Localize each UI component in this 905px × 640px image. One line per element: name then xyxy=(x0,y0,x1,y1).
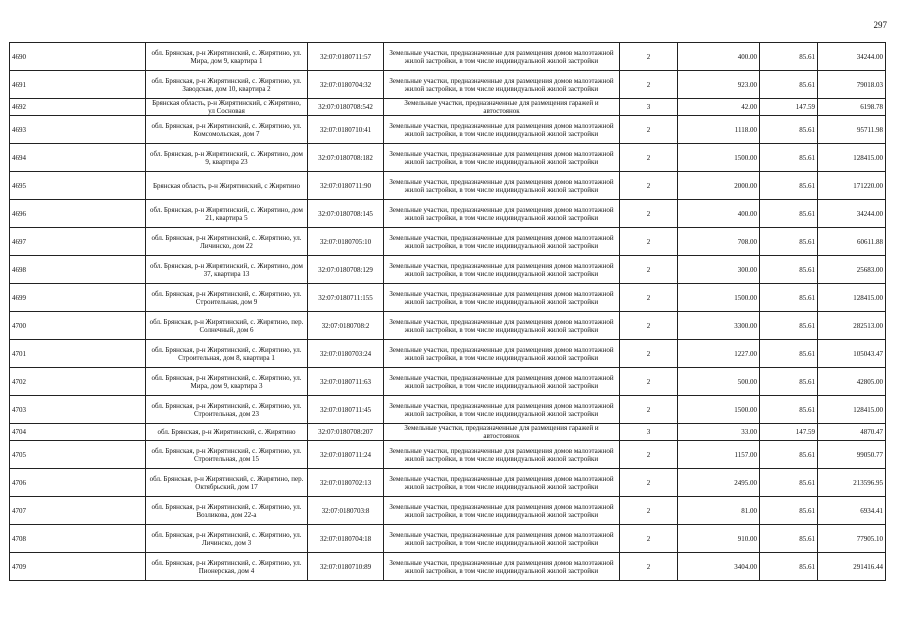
land-use-cell: Земельные участки, предназначенные для размещения гаражей и автостоянок xyxy=(384,99,620,116)
cadastral-number-cell: 32:07:0180711:155 xyxy=(308,284,384,312)
cadastral-value-cell: 6198.78 xyxy=(818,99,886,116)
category-cell: 2 xyxy=(620,469,678,497)
specific-value-cell: 147.59 xyxy=(760,424,818,441)
row-number: 4694 xyxy=(10,144,146,172)
category-cell: 2 xyxy=(620,368,678,396)
address-cell: обл. Брянская, р-н Жирятинский, с. Жирятино, ул. Возликова, дом 22-а xyxy=(146,497,308,525)
category-cell: 2 xyxy=(620,284,678,312)
table-row xyxy=(10,116,886,144)
row-number: 4698 xyxy=(10,256,146,284)
row-number: 4705 xyxy=(10,441,146,469)
land-use-cell: Земельные участки, предназначенные для размещения домов малоэтажной жилой застройки, в том числе индивидуальной жилой застройки xyxy=(384,144,620,172)
area-cell: 1500.00 xyxy=(678,284,760,312)
cadastral-number-cell: 32:07:0180711:45 xyxy=(308,396,384,424)
address-cell: обл. Брянская, р-н Жирятинский, с. Жирятино, ул. Строительная, дом 9 xyxy=(146,284,308,312)
area-cell: 1227.00 xyxy=(678,340,760,368)
specific-value-cell: 85.61 xyxy=(760,469,818,497)
address-cell: обл. Брянская, р-н Жирятинский, с. Жирятино, ул. Строительная, дом 15 xyxy=(146,441,308,469)
land-use-cell: Земельные участки, предназначенные для размещения домов малоэтажной жилой застройки, в том числе индивидуальной жилой застройки xyxy=(384,172,620,200)
cadastral-value-cell: 42805.00 xyxy=(818,368,886,396)
cadastral-value-cell: 282513.00 xyxy=(818,312,886,340)
land-use-cell: Земельные участки, предназначенные для размещения домов малоэтажной жилой застройки, в том числе индивидуальной жилой застройки xyxy=(384,553,620,581)
address-cell: обл. Брянская, р-н Жирятинский, с. Жирятино, пер. Солнечный, дом 6 xyxy=(146,312,308,340)
area-cell: 3300.00 xyxy=(678,312,760,340)
specific-value-cell: 85.61 xyxy=(760,396,818,424)
table-row xyxy=(10,553,886,581)
row-number: 4697 xyxy=(10,228,146,256)
area-cell: 300.00 xyxy=(678,256,760,284)
address-cell: обл. Брянская, р-н Жирятинский, с. Жирятино, ул. Пионерская, дом 4 xyxy=(146,553,308,581)
area-cell: 33.00 xyxy=(678,424,760,441)
address-cell: обл. Брянская, р-н Жирятинский, с. Жирятино, ул. Комсомольская, дом 7 xyxy=(146,116,308,144)
address-cell: обл. Брянская, р-н Жирятинский, с. Жирятино, дом 9, квартира 23 xyxy=(146,144,308,172)
specific-value-cell: 85.61 xyxy=(760,340,818,368)
row-number: 4692 xyxy=(10,99,146,116)
specific-value-cell: 85.61 xyxy=(760,144,818,172)
specific-value-cell: 147.59 xyxy=(760,99,818,116)
specific-value-cell: 85.61 xyxy=(760,525,818,553)
category-cell: 3 xyxy=(620,99,678,116)
table-row xyxy=(10,43,886,71)
row-number: 4703 xyxy=(10,396,146,424)
address-cell: обл. Брянская, р-н Жирятинский, с. Жирятино, дом 37, квартира 13 xyxy=(146,256,308,284)
specific-value-cell: 85.61 xyxy=(760,441,818,469)
table-row xyxy=(10,256,886,284)
cadastral-number-cell: 32:07:0180704:32 xyxy=(308,71,384,99)
cadastral-number-cell: 32:07:0180704:18 xyxy=(308,525,384,553)
cadastral-value-cell: 95711.98 xyxy=(818,116,886,144)
category-cell: 2 xyxy=(620,441,678,469)
specific-value-cell: 85.61 xyxy=(760,116,818,144)
land-use-cell: Земельные участки, предназначенные для размещения домов малоэтажной жилой застройки, в том числе индивидуальной жилой застройки xyxy=(384,368,620,396)
category-cell: 2 xyxy=(620,312,678,340)
category-cell: 2 xyxy=(620,396,678,424)
row-number: 4706 xyxy=(10,469,146,497)
specific-value-cell: 85.61 xyxy=(760,71,818,99)
address-cell: обл. Брянская, р-н Жирятинский, с. Жирятино, ул. Заводская, дом 10, квартира 2 xyxy=(146,71,308,99)
cadastral-number-cell: 32:07:0180708:2 xyxy=(308,312,384,340)
category-cell: 2 xyxy=(620,200,678,228)
cadastral-value-cell: 128415.00 xyxy=(818,284,886,312)
table-row xyxy=(10,368,886,396)
cadastral-value-cell: 77905.10 xyxy=(818,525,886,553)
category-cell: 2 xyxy=(620,525,678,553)
category-cell: 2 xyxy=(620,256,678,284)
table-row xyxy=(10,71,886,99)
row-number: 4704 xyxy=(10,424,146,441)
cadastral-value-cell: 6934.41 xyxy=(818,497,886,525)
land-use-cell: Земельные участки, предназначенные для размещения домов малоэтажной жилой застройки, в том числе индивидуальной жилой застройки xyxy=(384,312,620,340)
specific-value-cell: 85.61 xyxy=(760,284,818,312)
cadastral-value-cell: 291416.44 xyxy=(818,553,886,581)
address-cell: обл. Брянская, р-н Жирятинский, с. Жирятино, ул. Строительная, дом 23 xyxy=(146,396,308,424)
row-number: 4708 xyxy=(10,525,146,553)
cadastral-number-cell: 32:07:0180703:24 xyxy=(308,340,384,368)
cadastral-number-cell: 32:07:0180708:145 xyxy=(308,200,384,228)
row-number: 4707 xyxy=(10,497,146,525)
cadastral-number-cell: 32:07:0180711:57 xyxy=(308,43,384,71)
area-cell: 923.00 xyxy=(678,71,760,99)
area-cell: 1157.00 xyxy=(678,441,760,469)
area-cell: 500.00 xyxy=(678,368,760,396)
land-use-cell: Земельные участки, предназначенные для размещения домов малоэтажной жилой застройки, в том числе индивидуальной жилой застройки xyxy=(384,396,620,424)
cadastral-number-cell: 32:07:0180711:24 xyxy=(308,441,384,469)
table-body xyxy=(10,43,886,581)
table-row xyxy=(10,312,886,340)
cadastral-number-cell: 32:07:0180710:41 xyxy=(308,116,384,144)
specific-value-cell: 85.61 xyxy=(760,312,818,340)
cadastral-value-cell: 60611.88 xyxy=(818,228,886,256)
land-use-cell: Земельные участки, предназначенные для размещения домов малоэтажной жилой застройки, в том числе индивидуальной жилой застройки xyxy=(384,43,620,71)
specific-value-cell: 85.61 xyxy=(760,228,818,256)
address-cell: Брянская область, р-н Жирятинский, с Жирятино xyxy=(146,172,308,200)
area-cell: 400.00 xyxy=(678,43,760,71)
address-cell: обл. Брянская, р-н Жирятинский, с. Жирятино, ул. Личинско, дом 22 xyxy=(146,228,308,256)
row-number: 4693 xyxy=(10,116,146,144)
land-use-cell: Земельные участки, предназначенные для размещения домов малоэтажной жилой застройки, в том числе индивидуальной жилой застройки xyxy=(384,497,620,525)
row-number: 4690 xyxy=(10,43,146,71)
area-cell: 400.00 xyxy=(678,200,760,228)
address-cell: обл. Брянская, р-н Жирятинский, с. Жирятино, пер. Октябрьский, дом 17 xyxy=(146,469,308,497)
specific-value-cell: 85.61 xyxy=(760,256,818,284)
land-use-cell: Земельные участки, предназначенные для размещения домов малоэтажной жилой застройки, в том числе индивидуальной жилой застройки xyxy=(384,284,620,312)
category-cell: 2 xyxy=(620,228,678,256)
cadastral-number-cell: 32:07:0180710:89 xyxy=(308,553,384,581)
category-cell: 2 xyxy=(620,553,678,581)
table-row xyxy=(10,396,886,424)
area-cell: 3404.00 xyxy=(678,553,760,581)
land-use-cell: Земельные участки, предназначенные для размещения домов малоэтажной жилой застройки, в том числе индивидуальной жилой застройки xyxy=(384,116,620,144)
specific-value-cell: 85.61 xyxy=(760,172,818,200)
cadastral-value-cell: 128415.00 xyxy=(818,144,886,172)
row-number: 4691 xyxy=(10,71,146,99)
land-use-cell: Земельные участки, предназначенные для размещения домов малоэтажной жилой застройки, в том числе индивидуальной жилой застройки xyxy=(384,525,620,553)
category-cell: 3 xyxy=(620,424,678,441)
row-number: 4700 xyxy=(10,312,146,340)
address-cell: обл. Брянская, р-н Жирятинский, с. Жирятино, ул. Мира, дом 9, квартира 1 xyxy=(146,43,308,71)
land-use-cell: Земельные участки, предназначенные для размещения домов малоэтажной жилой застройки, в том числе индивидуальной жилой застройки xyxy=(384,71,620,99)
table-row xyxy=(10,99,886,116)
address-cell: обл. Брянская, р-н Жирятинский, с. Жирятино, ул. Строительная, дом 8, квартира 1 xyxy=(146,340,308,368)
area-cell: 708.00 xyxy=(678,228,760,256)
cadastral-value-table xyxy=(9,42,886,581)
row-number: 4695 xyxy=(10,172,146,200)
cadastral-number-cell: 32:07:0180702:13 xyxy=(308,469,384,497)
category-cell: 2 xyxy=(620,71,678,99)
table-row xyxy=(10,497,886,525)
cadastral-number-cell: 32:07:0180705:10 xyxy=(308,228,384,256)
cadastral-value-cell: 105043.47 xyxy=(818,340,886,368)
land-use-cell: Земельные участки, предназначенные для размещения домов малоэтажной жилой застройки, в том числе индивидуальной жилой застройки xyxy=(384,228,620,256)
category-cell: 2 xyxy=(620,340,678,368)
category-cell: 2 xyxy=(620,144,678,172)
specific-value-cell: 85.61 xyxy=(760,553,818,581)
cadastral-number-cell: 32:07:0180711:63 xyxy=(308,368,384,396)
address-cell: обл. Брянская, р-н Жирятинский, с. Жирятино, ул. Личинско, дом 3 xyxy=(146,525,308,553)
cadastral-number-cell: 32:07:0180708:129 xyxy=(308,256,384,284)
area-cell: 2000.00 xyxy=(678,172,760,200)
land-use-cell: Земельные участки, предназначенные для размещения гаражей и автостоянок xyxy=(384,424,620,441)
row-number: 4701 xyxy=(10,340,146,368)
specific-value-cell: 85.61 xyxy=(760,368,818,396)
specific-value-cell: 85.61 xyxy=(760,43,818,71)
area-cell: 81.00 xyxy=(678,497,760,525)
specific-value-cell: 85.61 xyxy=(760,497,818,525)
table-row xyxy=(10,424,886,441)
table-row xyxy=(10,284,886,312)
cadastral-number-cell: 32:07:0180711:90 xyxy=(308,172,384,200)
page-number: 297 xyxy=(873,20,887,30)
table-row xyxy=(10,144,886,172)
area-cell: 910.00 xyxy=(678,525,760,553)
address-cell: Брянская область, р-н Жирятинский, с Жирятино, ул Сосновая xyxy=(146,99,308,116)
cadastral-value-cell: 171220.00 xyxy=(818,172,886,200)
cadastral-number-cell: 32:07:0180703:8 xyxy=(308,497,384,525)
land-use-cell: Земельные участки, предназначенные для размещения домов малоэтажной жилой застройки, в том числе индивидуальной жилой застройки xyxy=(384,441,620,469)
cadastral-value-cell: 34244.00 xyxy=(818,200,886,228)
land-use-cell: Земельные участки, предназначенные для размещения домов малоэтажной жилой застройки, в том числе индивидуальной жилой застройки xyxy=(384,256,620,284)
area-cell: 2495.00 xyxy=(678,469,760,497)
cadastral-value-cell: 79018.03 xyxy=(818,71,886,99)
address-cell: обл. Брянская, р-н Жирятинский, с. Жирятино, дом 21, квартира 5 xyxy=(146,200,308,228)
area-cell: 42.00 xyxy=(678,99,760,116)
table-row xyxy=(10,441,886,469)
category-cell: 2 xyxy=(620,116,678,144)
cadastral-value-cell: 4870.47 xyxy=(818,424,886,441)
cadastral-value-cell: 213596.95 xyxy=(818,469,886,497)
table-row xyxy=(10,200,886,228)
table-row xyxy=(10,469,886,497)
area-cell: 1500.00 xyxy=(678,144,760,172)
category-cell: 2 xyxy=(620,43,678,71)
cadastral-value-cell: 99050.77 xyxy=(818,441,886,469)
cadastral-number-cell: 32:07:0180708:207 xyxy=(308,424,384,441)
land-use-cell: Земельные участки, предназначенные для размещения домов малоэтажной жилой застройки, в том числе индивидуальной жилой застройки xyxy=(384,340,620,368)
row-number: 4709 xyxy=(10,553,146,581)
table-row xyxy=(10,172,886,200)
table-row xyxy=(10,525,886,553)
cadastral-value-cell: 128415.00 xyxy=(818,396,886,424)
area-cell: 1118.00 xyxy=(678,116,760,144)
category-cell: 2 xyxy=(620,497,678,525)
category-cell: 2 xyxy=(620,172,678,200)
cadastral-value-cell: 25683.00 xyxy=(818,256,886,284)
area-cell: 1500.00 xyxy=(678,396,760,424)
address-cell: обл. Брянская, р-н Жирятинский, с. Жирятино, ул. Мира, дом 9, квартира 3 xyxy=(146,368,308,396)
land-use-cell: Земельные участки, предназначенные для размещения домов малоэтажной жилой застройки, в том числе индивидуальной жилой застройки xyxy=(384,469,620,497)
row-number: 4699 xyxy=(10,284,146,312)
row-number: 4702 xyxy=(10,368,146,396)
cadastral-value-cell: 34244.00 xyxy=(818,43,886,71)
cadastral-number-cell: 32:07:0180708:542 xyxy=(308,99,384,116)
land-use-cell: Земельные участки, предназначенные для размещения домов малоэтажной жилой застройки, в том числе индивидуальной жилой застройки xyxy=(384,200,620,228)
cadastral-number-cell: 32:07:0180708:182 xyxy=(308,144,384,172)
table-row xyxy=(10,340,886,368)
row-number: 4696 xyxy=(10,200,146,228)
table-row xyxy=(10,228,886,256)
specific-value-cell: 85.61 xyxy=(760,200,818,228)
address-cell: обл. Брянская, р-н Жирятинский, с. Жирятино xyxy=(146,424,308,441)
